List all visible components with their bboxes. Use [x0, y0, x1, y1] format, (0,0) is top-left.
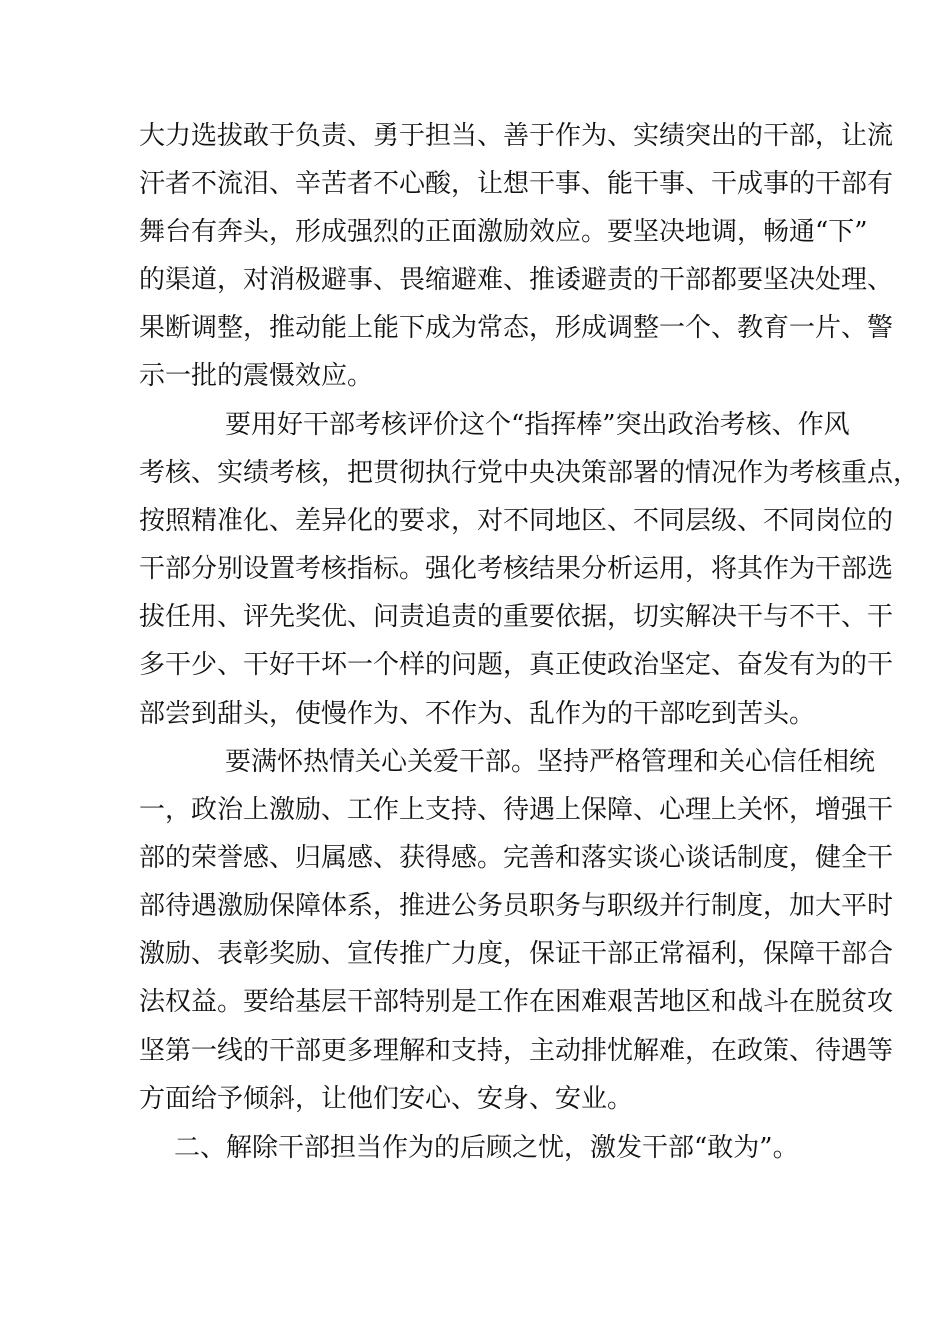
text-line: 多干少、干好干坏一个样的问题，真正使政治坚定、奋发有为的干 [139, 650, 894, 680]
text-line: 果断调整，推动能上能下成为常态，形成调整一个、教育一片、警 [139, 313, 894, 343]
text-line: 要满怀热情关心关爱干部。坚持严格管理和关心信任相统 [225, 747, 876, 777]
text-line: 舞台有奔头，形成强烈的正面激励效应。要坚决地调，畅通“下” [139, 217, 868, 247]
text-line: 示一批的震慑效应。 [139, 361, 374, 391]
text-line: 干部分别设置考核指标。强化考核结果分析运用，将其作为干部选 [139, 554, 894, 584]
text-line: 部尝到甜头，使慢作为、不作为、乱作为的干部吃到苦头。 [139, 699, 816, 729]
text-line: 汗者不流泪、辛苦者不心酸，让想干事、能干事、干成事的干部有 [139, 169, 894, 199]
text-line: 方面给予倾斜，让他们安心、安身、安业。 [139, 1084, 634, 1114]
text-line: 的渠道，对消极避事、畏缩避难、推诿避责的干部都要坚决处理、 [139, 265, 894, 295]
text-line: 坚第一线的干部更多理解和支持，主动排忧解难，在政策、待遇等 [139, 1036, 894, 1066]
text-line: 激励、表彰奖励、宣传推广力度，保证干部正常福利，保障干部合 [139, 939, 894, 969]
text-line: 要用好干部考核评价这个“指挥棒”突出政治考核、作风 [225, 410, 850, 440]
text-line: 法权益。要给基层干部特别是工作在困难艰苦地区和战斗在脱贫攻 [139, 987, 894, 1017]
text-line: 大力选拔敢于负责、勇于担当、善于作为、实绩突出的干部，让流 [139, 121, 894, 151]
text-line: 部待遇激励保障体系，推进公务员职务与职级并行制度，加大平时 [139, 891, 894, 921]
text-line: 一，政治上激励、工作上支持、待遇上保障、心理上关怀，增强干 [139, 795, 894, 825]
section-heading: 二、解除干部担当作为的后顾之忧，激发干部“敢为”。 [174, 1133, 799, 1163]
text-line: 部的荣誉感、归属感、获得感。完善和落实谈心谈话制度，健全干 [139, 843, 894, 873]
text-line: 按照精准化、差异化的要求，对不同地区、不同层级、不同岗位的 [139, 506, 894, 536]
text-line: 考核、实绩考核，把贯彻执行党中央决策部署的情况作为考核重点， [139, 458, 920, 488]
text-line: 拔任用、评先奖优、问责追责的重要依据，切实解决干与不干、干 [139, 602, 894, 632]
